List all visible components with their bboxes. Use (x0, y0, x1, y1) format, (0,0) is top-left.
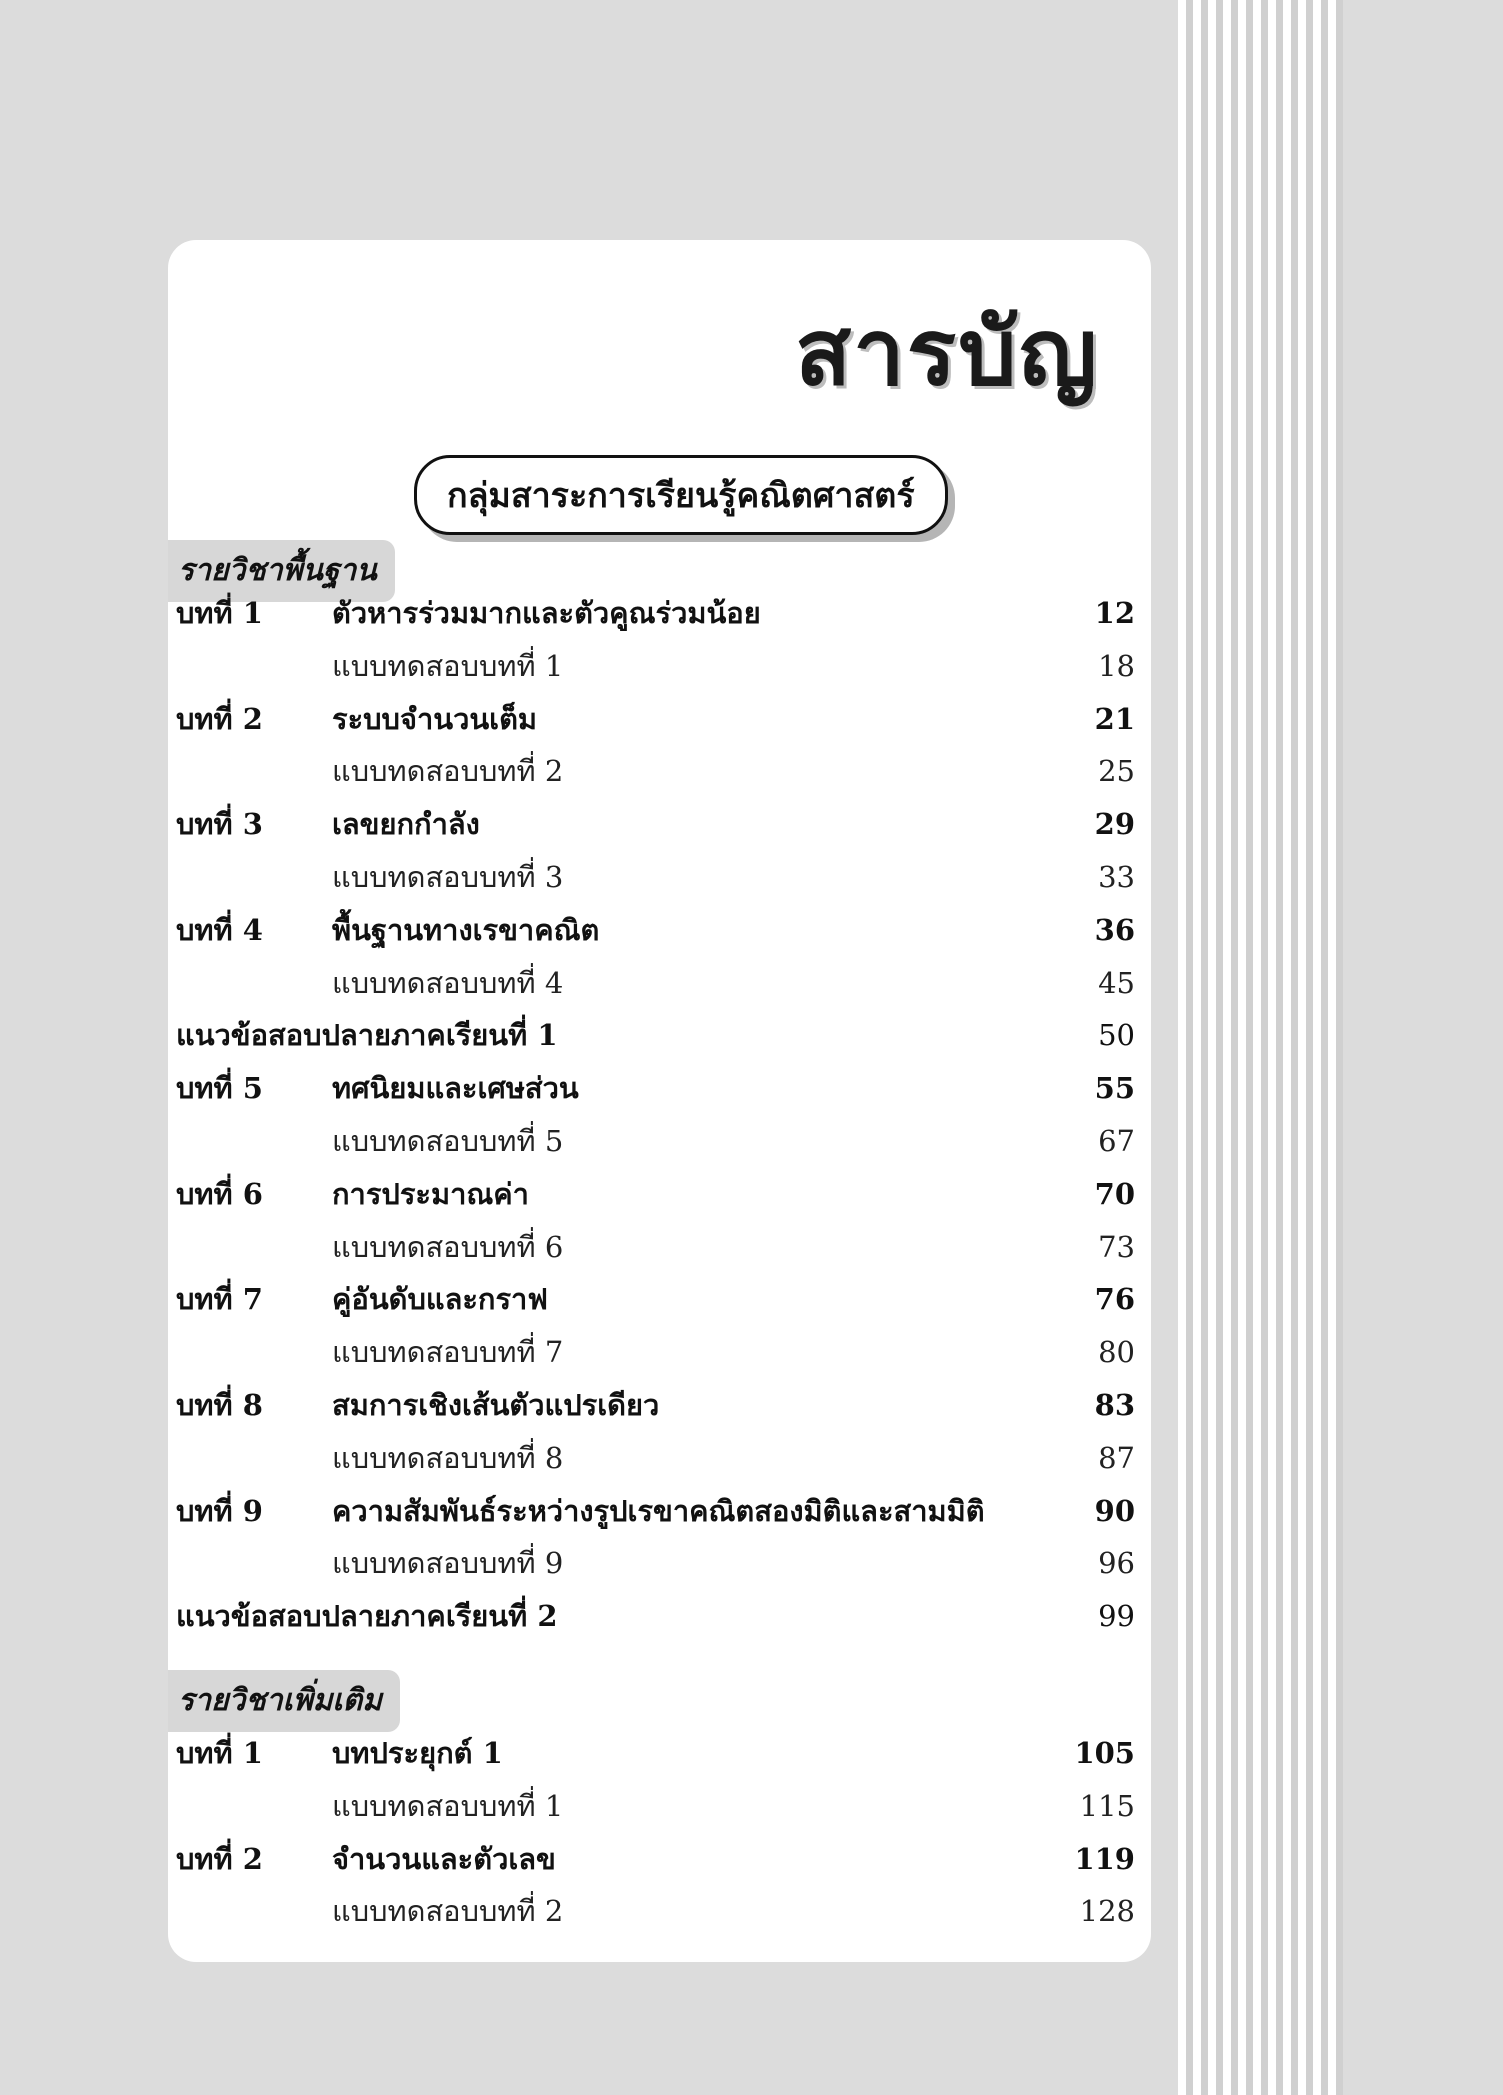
chapter-number: บทที่ 2 (176, 701, 263, 736)
page-number: 76 (1094, 1282, 1135, 1317)
toc-entry-chapter (168, 1833, 1151, 1885)
subject-group-label: กลุ่มสาระการเรียนรู้คณิตศาสตร์ (414, 455, 948, 535)
page-number: 73 (1098, 1229, 1135, 1264)
entry-title: แบบทดสอบบทที่ 5 (332, 1124, 564, 1158)
toc-entry-test (168, 1115, 1151, 1167)
page-number: 25 (1098, 754, 1135, 789)
page-number: 33 (1098, 860, 1135, 894)
toc-entry-test (168, 640, 1151, 692)
entry-title: การประมาณค่า (332, 1176, 529, 1211)
entry-title: สมการเชิงเส้นตัวแปรเดียว (332, 1388, 660, 1422)
entry-title: แนวข้อสอบปลายภาคเรียนที่ 1 (176, 1018, 558, 1053)
entry-title: แบบทดสอบบทที่ 9 (332, 1546, 564, 1581)
entry-title: จำนวนและตัวเลข (332, 1841, 556, 1876)
entry-title: ระบบจำนวนเต็ม (332, 701, 538, 736)
page-number: 12 (1094, 596, 1135, 630)
entry-title: พื้นฐานทางเรขาคณิต (332, 912, 600, 947)
page-number: 55 (1094, 1071, 1135, 1106)
page-number: 105 (1074, 1736, 1135, 1770)
toc-entry-chapter (168, 1485, 1151, 1537)
toc-entry-test (168, 1780, 1151, 1832)
page-number: 87 (1098, 1440, 1135, 1475)
section-heading: รายวิชาเพิ่มเติม (168, 1670, 400, 1732)
toc-entry-test (168, 1432, 1151, 1484)
toc-entry-test (168, 745, 1151, 797)
entry-title: ความสัมพันธ์ระหว่างรูปเรขาคณิตสองมิติและสามมิติ (332, 1493, 985, 1528)
page-number: 90 (1094, 1493, 1135, 1528)
toc-entry-test (168, 1221, 1151, 1273)
page-number: 115 (1079, 1788, 1135, 1823)
entry-title: เลขยกกำลัง (332, 807, 480, 842)
entry-title: แบบทดสอบบทที่ 2 (332, 754, 564, 789)
entry-title: ทศนิยมและเศษส่วน (332, 1071, 579, 1106)
page-number: 119 (1074, 1841, 1135, 1876)
entry-title: แบบทดสอบบทที่ 6 (332, 1229, 564, 1264)
entry-title: แบบทดสอบบทที่ 1 (332, 648, 564, 683)
toc-entry-chapter (168, 693, 1151, 745)
decorative-stripes (1178, 0, 1343, 2095)
toc-entry-chapter (168, 798, 1151, 850)
page-number: 99 (1098, 1599, 1135, 1634)
page-number: 80 (1098, 1335, 1135, 1370)
page-number: 96 (1098, 1546, 1135, 1581)
toc-entry-chapter (168, 1062, 1151, 1114)
toc-entry-test (168, 1537, 1151, 1589)
entry-title: แบบทดสอบบทที่ 8 (332, 1440, 564, 1475)
toc-entry-chapter (168, 1168, 1151, 1220)
entry-title: แบบทดสอบบทที่ 4 (332, 965, 564, 1000)
chapter-number: บทที่ 3 (176, 807, 263, 842)
toc-card (168, 240, 1151, 1962)
page-number: 50 (1098, 1018, 1135, 1053)
entry-title: ตัวหารร่วมมากและตัวคูณร่วมน้อย (332, 596, 761, 630)
page-number: 70 (1094, 1176, 1135, 1211)
chapter-number: บทที่ 9 (176, 1493, 263, 1528)
toc-entry-test (168, 957, 1151, 1009)
page-number: 45 (1098, 965, 1135, 1000)
chapter-number: บทที่ 1 (176, 1736, 263, 1770)
chapter-number: บทที่ 7 (176, 1282, 263, 1317)
section-heading: รายวิชาพื้นฐาน (168, 540, 395, 602)
page-number: 29 (1094, 807, 1135, 842)
toc-entry-chapter (168, 1727, 1151, 1779)
entry-title: บทประยุกต์ 1 (332, 1736, 503, 1770)
toc-entry-chapter (168, 587, 1151, 639)
toc-entry-chapter (168, 1379, 1151, 1431)
entry-title: แบบทดสอบบทที่ 1 (332, 1788, 564, 1823)
toc-entry-chapter (168, 1273, 1151, 1325)
toc-entry-test (168, 851, 1151, 903)
toc-entry-exam (168, 1590, 1151, 1642)
chapter-number: บทที่ 6 (176, 1176, 263, 1211)
chapter-number: บทที่ 8 (176, 1388, 263, 1422)
toc-entry-test (168, 1885, 1151, 1937)
toc-entry-test (168, 1326, 1151, 1378)
toc-entry-chapter (168, 904, 1151, 956)
page-number: 83 (1094, 1388, 1135, 1422)
entry-title: แบบทดสอบบทที่ 2 (332, 1894, 564, 1929)
chapter-number: บทที่ 2 (176, 1841, 263, 1876)
chapter-number: บทที่ 1 (176, 596, 263, 630)
entry-title: แนวข้อสอบปลายภาคเรียนที่ 2 (176, 1599, 558, 1634)
page-number: 67 (1098, 1124, 1135, 1158)
page-title: สารบัญ (794, 299, 1099, 406)
page-number: 18 (1098, 648, 1135, 683)
chapter-number: บทที่ 5 (176, 1071, 263, 1106)
chapter-number: บทที่ 4 (176, 912, 263, 947)
page-number: 21 (1094, 701, 1135, 736)
entry-title: แบบทดสอบบทที่ 3 (332, 860, 564, 894)
page-number: 36 (1094, 912, 1135, 947)
page-number: 128 (1079, 1894, 1135, 1929)
entry-title: แบบทดสอบบทที่ 7 (332, 1335, 564, 1370)
entry-title: คู่อันดับและกราฟ (332, 1282, 548, 1317)
toc-entry-exam (168, 1009, 1151, 1061)
